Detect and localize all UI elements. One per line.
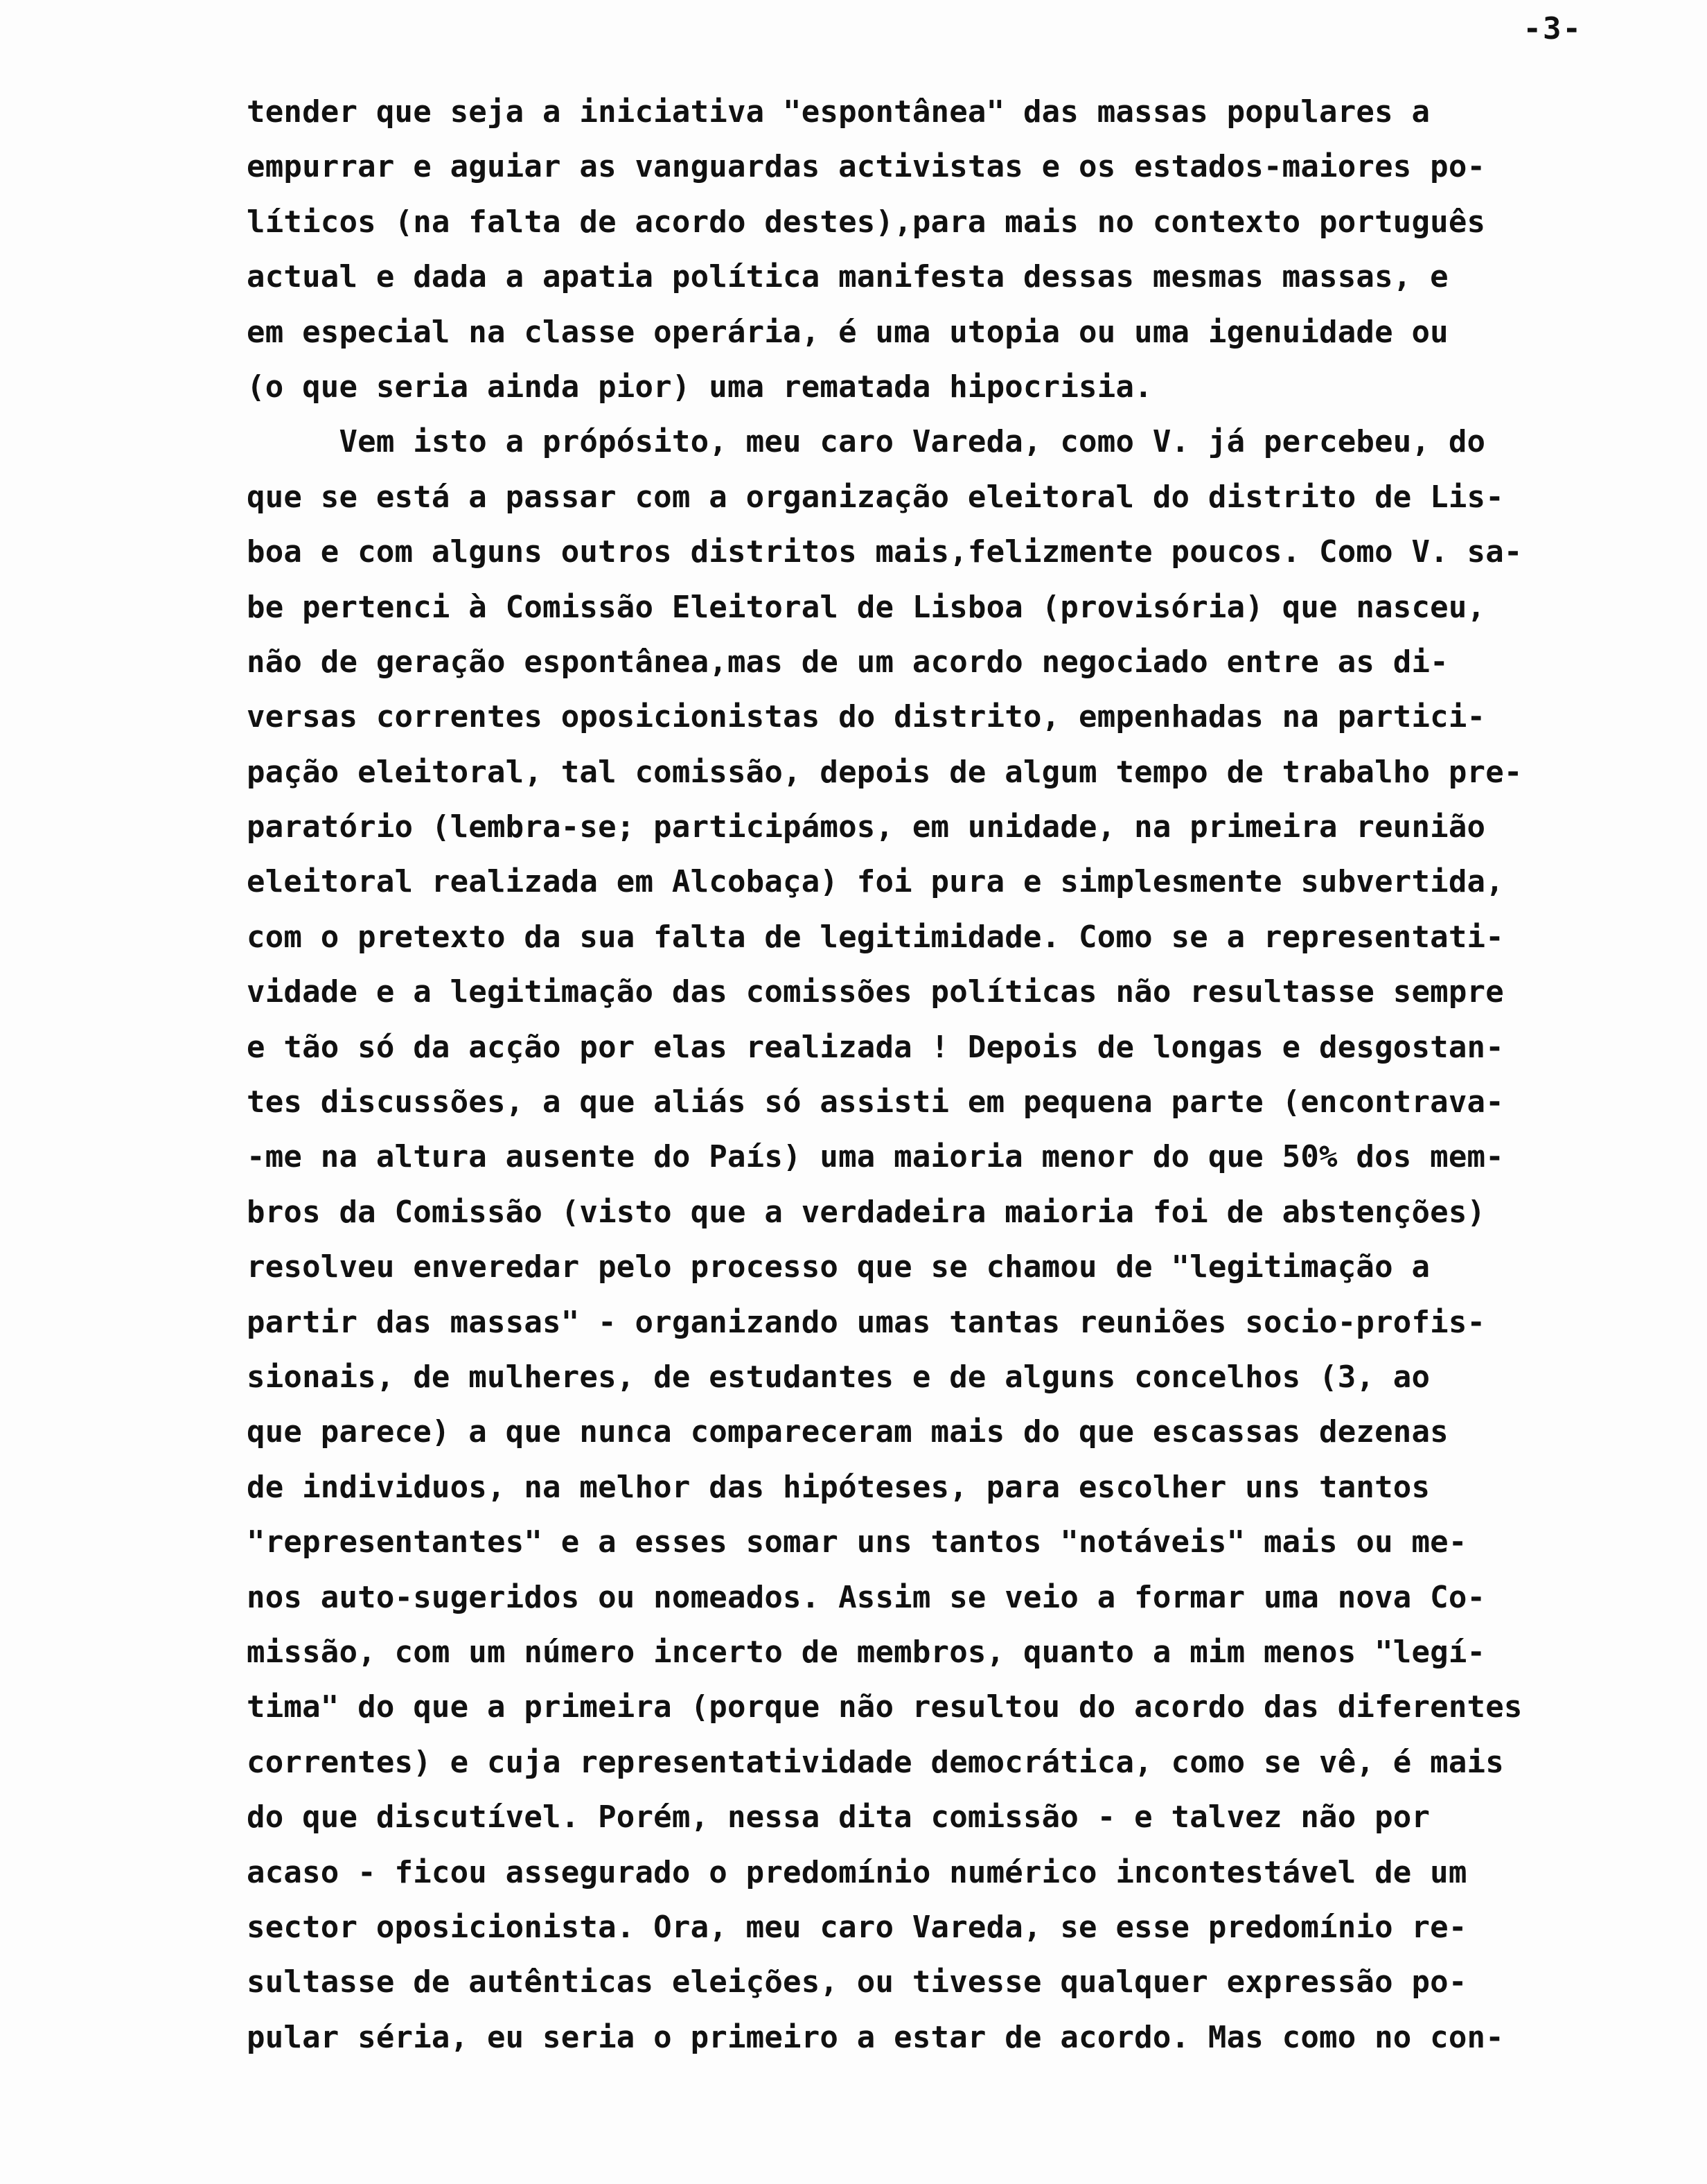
text-line: pação eleitoral, tal comissão, depois de algum tempo de trabalho pre-	[247, 754, 1523, 790]
text-line: que se está a passar com a organização eleitoral do distrito de Lis-	[247, 479, 1504, 515]
text-line: não de geração espontânea,mas de um acordo negociado entre as di-	[247, 644, 1449, 680]
text-line: com o pretexto da sua falta de legitimidade. Como se a representati-	[247, 919, 1504, 955]
text-line: correntes) e cuja representatividade democrática, como se vê, é mais	[247, 1744, 1504, 1780]
text-line: partir das massas" - organizando umas tantas reuniões socio-profis-	[247, 1304, 1486, 1340]
text-line: acaso - ficou assegurado o predomínio numérico incontestável de um	[247, 1854, 1467, 1890]
text-line: sector oposicionista. Ora, meu caro Vareda, se esse predomínio re-	[247, 1909, 1467, 1945]
text-line: vidade e a legitimação das comissões políticas não resultasse sempre	[247, 974, 1504, 1010]
text-line: paratório (lembra-se; participámos, em unidade, na primeira reunião	[247, 809, 1486, 845]
text-line: empurrar e aguiar as vanguardas activistas e os estados-maiores po-	[247, 149, 1486, 185]
text-line: que parece) a que nunca compareceram mais do que escassas dezenas	[247, 1414, 1449, 1450]
letter-body	[247, 85, 1674, 2065]
text-line: nos auto-sugeridos ou nomeados. Assim se veio a formar uma nova Co-	[247, 1579, 1486, 1615]
text-line: sultasse de autênticas eleições, ou tivesse qualquer expressão po-	[247, 1964, 1467, 2000]
page-number: -3-	[1523, 11, 1582, 46]
text-line: "representantes" e a esses somar uns tantos "notáveis" mais ou me-	[247, 1524, 1467, 1560]
text-line: be pertenci à Comissão Eleitoral de Lisboa (provisória) que nasceu,	[247, 589, 1486, 625]
text-line: actual e dada a apatia política manifesta dessas mesmas massas, e	[247, 259, 1449, 295]
text-line: tes discussões, a que aliás só assisti em pequena parte (encontrava-	[247, 1084, 1504, 1120]
text-line: resolveu enveredar pelo processo que se chamou de "legitimação a	[247, 1249, 1431, 1285]
text-line: versas correntes oposicionistas do distrito, empenhadas na partici-	[247, 699, 1486, 735]
text-line: pular séria, eu seria o primeiro a estar de acordo. Mas como no con-	[247, 2019, 1504, 2055]
text-line: do que discutível. Porém, nessa dita comissão - e talvez não por	[247, 1799, 1431, 1835]
text-line: bros da Comissão (visto que a verdadeira maioria foi de abstenções)	[247, 1194, 1486, 1230]
text-line: tender que seja a iniciativa "espontânea" das massas populares a	[247, 94, 1431, 130]
text-line: e tão só da acção por elas realizada ! Depois de longas e desgostan-	[247, 1029, 1504, 1065]
text-line: tima" do que a primeira (porque não resultou do acordo das diferentes	[247, 1689, 1523, 1725]
text-line: (o que seria ainda pior) uma rematada hipocrisia.	[247, 369, 1153, 405]
text-line: boa e com alguns outros distritos mais,felizmente poucos. Como V. sa-	[247, 534, 1523, 570]
text-line: de individuos, na melhor das hipóteses, para escolher uns tantos	[247, 1469, 1431, 1505]
text-line: -me na altura ausente do País) uma maioria menor do que 50% dos mem-	[247, 1139, 1504, 1175]
text-line: missão, com um número incerto de membros, quanto a mim menos "legí-	[247, 1634, 1486, 1670]
text-line: Vem isto a própósito, meu caro Vareda, como V. já percebeu, do	[247, 424, 1486, 460]
text-line: sionais, de mulheres, de estudantes e de alguns concelhos (3, ao	[247, 1359, 1431, 1395]
text-line: líticos (na falta de acordo destes),para mais no contexto português	[247, 204, 1486, 240]
text-line: em especial na classe operária, é uma utopia ou uma igenuidade ou	[247, 314, 1449, 350]
text-line: eleitoral realizada em Alcobaça) foi pura e simplesmente subvertida,	[247, 864, 1504, 900]
